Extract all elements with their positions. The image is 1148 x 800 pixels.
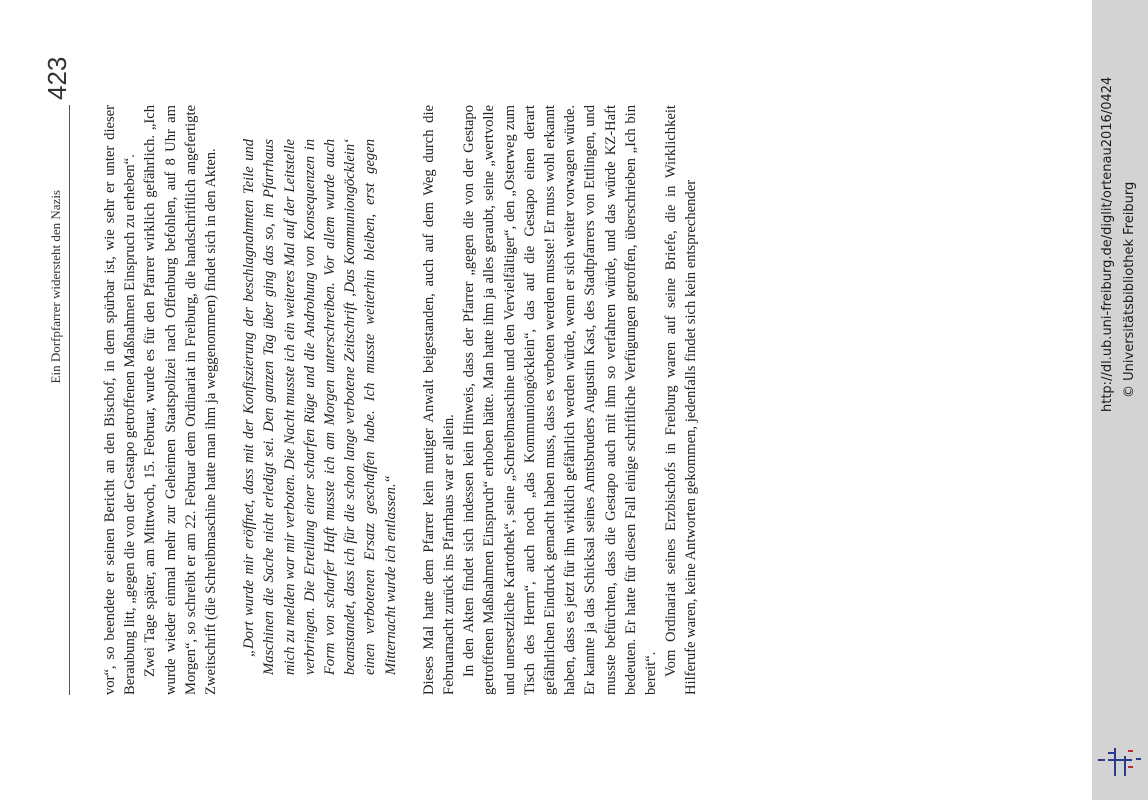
page-number: 423 <box>42 56 72 100</box>
body-text <box>100 105 702 695</box>
paragraph: vor“, so beendete er seinen Bericht an den Bischof, in dem spürbar ist, wie sehr er unter dieser Beraubung litt, „gegen die von der Gestapo getroffenen Maßnahmen Einspruch zu erheben“. <box>102 105 139 695</box>
paragraph: In den Akten findet sich indessen kein Hinweis, dass der Pfarrer „gegen die von der Gestapo getroffenen Maßnahmen Einspruch“ erhoben hätte. Man hatte ihm ja alles geraubt, seine „wertvolle und unersetzliche Kartothek“, seine „Schreibmaschine und den Vervielfältiger“, den „Osterweg zum Tisch des Herrn“, auch noch „das Kommuniongöcklein“, das auf die Gestapo einen derart gefährlichen Eindruck gemacht haben muss, dass es verboten werden musste! Er muss wohl erkannt haben, dass es jetzt für ihn wirklich gefährlich werden würde, wenn er sich weiter vorwagen würde. Er kannte ja das Schicksal seines Amtsbruders Augustin Kast, des Stadtpfarrers von Ettlingen, und musste befürchten, dass die Gestapo auch mit ihm so verfahren würde, und das würde KZ-Haft bedeuten. Er hatte für diesen Fall einige schriftliche Verfügungen getroffen, überschrieben „Ich bin bereit“. <box>461 105 660 695</box>
viewer-sidebar <box>1092 0 1148 800</box>
header-rule <box>69 105 70 695</box>
block-quote <box>239 139 401 675</box>
copyright-notice: © Universitätsbibliothek Freiburg <box>1122 181 1137 398</box>
quote-text: „Dort wurde mir eröffnet, dass mit der Konfiszierung der beschlagnahmten Teile und Maschinen die Sache nicht erledigt sei. Den ganzen Tag über ging das so, im Pfarrhaus mich zu melden war mir verboten. Die Nacht musste ich ein weiteres Mal auf der Leitstelle verbringen. Die Erteilung einer scharfen Rüge und die Androhung von Konsequenzen in Form von scharfer Haft musste ich am Morgen unterschreiben. Vor allem wurde auch beanstandet, dass ich für die schon lange verbotene Zeitschrift ‚Das Kommuniongöcklein‘ einen verbotenen Ersatz geschaffen habe. Ich musste weiterhin bleiben, erst gegen Mitternacht wurde ich entlassen.“ <box>241 139 399 675</box>
sidebar-text-block <box>1092 0 1148 800</box>
paragraph: Dieses Mal hatte dem Pfarrer kein mutiger Anwalt beigestanden, auch auf dem Weg durch die Februarnacht zurück ins Pfarrhaus war er allein. <box>420 105 458 695</box>
paragraph: Zwei Tage später, am Mittwoch, 15. Februar, wurde es für den Pfarrer wirklich gefährlich. „Ich wurde wieder einmal mehr zur Geheimen Staatspolizei nach Offenburg befohlen, auf 8 Uhr am Morgen“, so schreibt er am 22. Februar dem Ordinariat in Freiburg, die handschriftlich angefertigte Zweitschrift (die Schreibmaschine hatte man ihm ja weggenommen) findet sich in den Akten. <box>142 105 220 695</box>
running-head: Ein Dorfpfarrer widersteht den Nazis <box>48 190 63 384</box>
ub-freiburg-logo-icon <box>1098 742 1144 792</box>
source-url[interactable]: http://dl.ub.uni-freiburg.de/diglit/ortenau2016/0424 <box>1100 76 1115 412</box>
paragraph: Vom Ordinariat seines Erzbischofs in Freiburg waren auf seine Briefe, die in Wirklichkeit Hilferufe waren, keine Antworten gekommen, jedenfalls findet sich kein entsprechender <box>663 105 700 695</box>
